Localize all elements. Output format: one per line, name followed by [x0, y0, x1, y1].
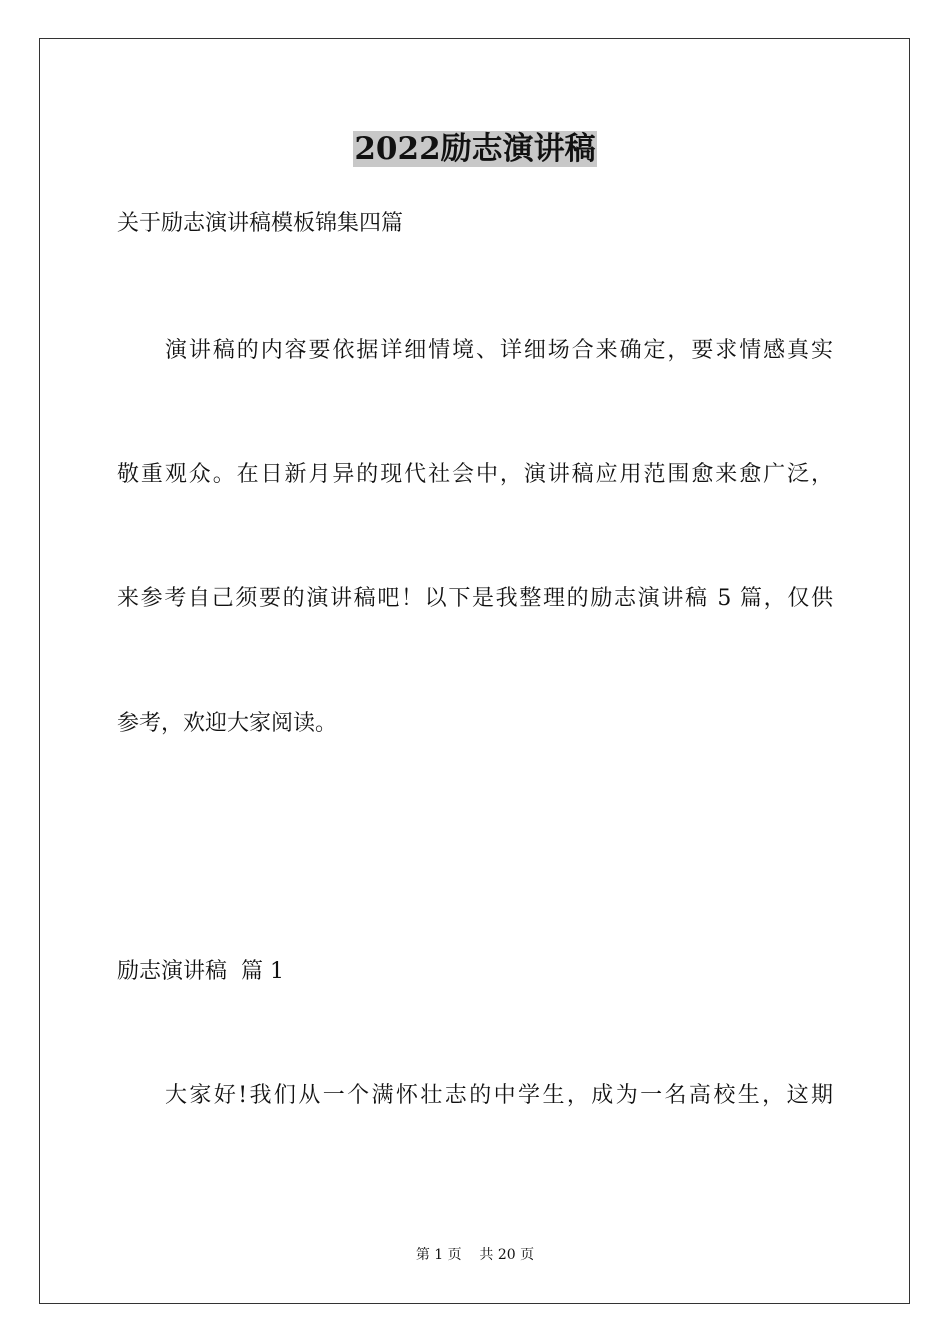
intro-line-2: 敬重观众。在日新月异的现代社会中，演讲稿应用范围愈来愈广泛， — [117, 462, 833, 487]
title-highlight: 2022励志演讲稿 — [354, 131, 596, 167]
intro-line-4: 参考，欢迎大家阅读。 — [117, 711, 338, 736]
intro-line-1: 演讲稿的内容要依据详细情境、详细场合来确定，要求情感真实 — [165, 338, 833, 363]
document-subtitle: 关于励志演讲稿模板锦集四篇 — [117, 211, 404, 236]
section-heading: 励志演讲稿 篇 1 — [117, 959, 284, 984]
document-title — [0, 128, 950, 170]
intro-line-3: 来参考自己须要的演讲稿吧！以下是我整理的励志演讲稿 5 篇，仅供 — [117, 586, 833, 611]
section-first-line: 大家好!我们从一个满怀壮志的中学生，成为一名高校生，这期 — [165, 1083, 833, 1108]
page-number-footer: 第 1 页 共 20 页 — [415, 1247, 535, 1263]
